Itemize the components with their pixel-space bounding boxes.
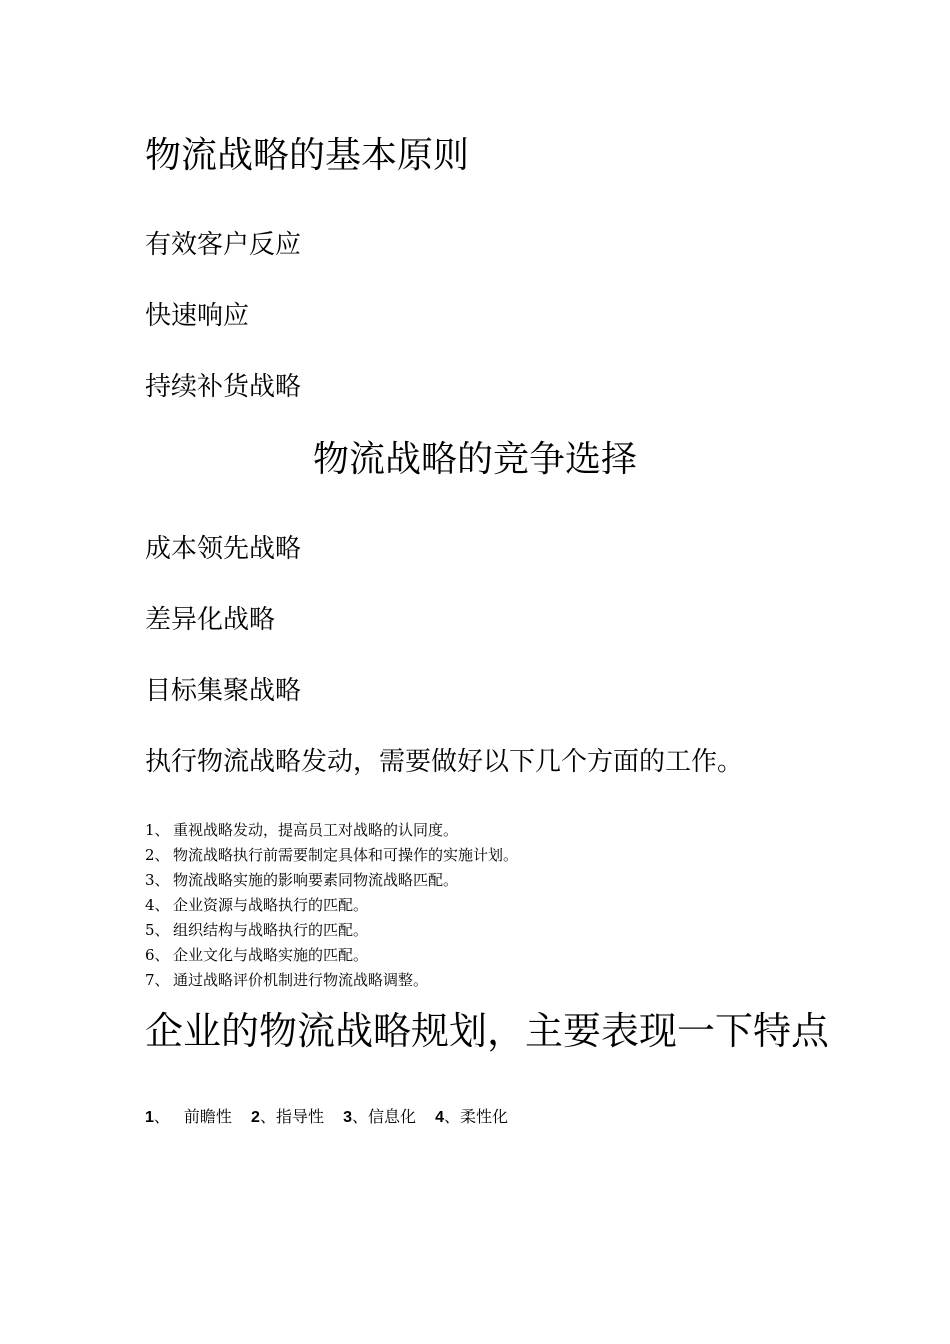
list-item-number: 7、 <box>145 971 170 989</box>
list-item <box>145 843 518 868</box>
strategy-item-3: 目标集聚战略 <box>145 676 302 706</box>
list-item-number: 2、 <box>145 846 170 864</box>
feature-separator: 、 <box>153 1107 170 1126</box>
list-item-text: 物流战略执行前需要制定具体和可操作的实施计划。 <box>173 846 519 864</box>
principle-item-3: 持续补货战略 <box>145 372 302 402</box>
list-item-number: 5、 <box>145 921 170 939</box>
heading-competitive-choice: 物流战略的竞争选择 <box>312 439 637 480</box>
list-item-text: 通过战略评价机制进行物流战略调整。 <box>173 971 429 989</box>
list-item-text: 物流战略实施的影响要素同物流战略匹配。 <box>173 871 459 889</box>
list-item-text: 组织结构与战略执行的匹配。 <box>173 921 369 939</box>
list-item-number: 4、 <box>145 896 170 914</box>
list-item-number: 3、 <box>145 871 170 889</box>
list-item <box>145 893 518 918</box>
heading-planning-features: 企业的物流战略规划，主要表现一下特点 <box>145 1009 830 1053</box>
strategy-item-1: 成本领先战略 <box>145 534 302 564</box>
list-item-text: 企业文化与战略实施的匹配。 <box>173 946 369 964</box>
list-item <box>145 943 518 968</box>
principle-item-1: 有效客户反应 <box>145 230 302 260</box>
list-item <box>145 818 518 843</box>
feature-number: 1 <box>145 1109 154 1126</box>
feature-number: 2 <box>251 1109 260 1126</box>
principle-item-2: 快速响应 <box>145 301 250 331</box>
list-item-number: 1、 <box>145 821 170 839</box>
feature-separator: 、 <box>351 1107 368 1126</box>
feature-label: 信息化 <box>367 1107 416 1126</box>
heading-basic-principles: 物流战略的基本原则 <box>145 135 470 176</box>
list-item <box>145 868 518 893</box>
execution-list <box>145 818 518 993</box>
list-item <box>145 918 518 943</box>
feature-label: 柔性化 <box>460 1107 509 1126</box>
strategy-item-2: 差异化战略 <box>145 605 276 635</box>
list-item <box>145 968 518 993</box>
feature-label: 指导性 <box>275 1107 324 1126</box>
feature-number: 4 <box>435 1109 444 1126</box>
feature-separator: 、 <box>444 1107 461 1126</box>
execution-intro: 执行物流战略发动，需要做好以下几个方面的工作。 <box>145 747 744 777</box>
list-item-text: 企业资源与战略执行的匹配。 <box>173 896 369 914</box>
feature-separator: 、 <box>259 1107 276 1126</box>
list-item-number: 6、 <box>145 946 170 964</box>
feature-list <box>145 1104 508 1127</box>
feature-number: 3 <box>343 1109 352 1126</box>
feature-label: 前瞻性 <box>183 1107 232 1126</box>
list-item-text: 重视战略发动，提高员工对战略的认同度。 <box>173 821 459 839</box>
